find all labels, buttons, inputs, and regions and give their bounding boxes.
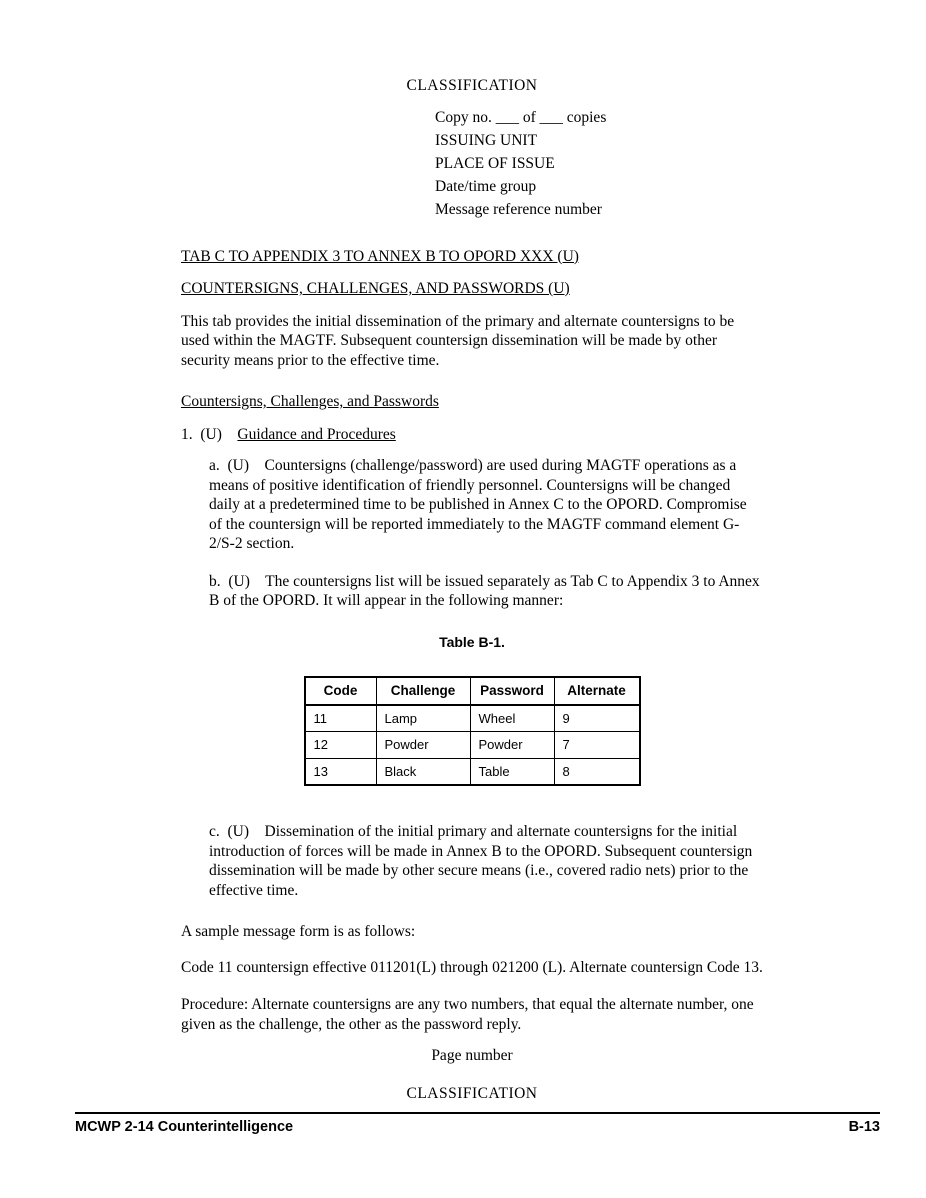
table-cell: 9 (554, 705, 640, 732)
table-header-cell: Password (470, 677, 554, 705)
paragraph-a: a. (U) Countersigns (challenge/password) are used during MAGTF operations as a means of positive identification of friendly personnel. Countersigns will be changed daily at a predetermined time to be published in Annex C to the OPORD. Compromise of the countersign will be reported immediately to the MAGTF command element G-2/S-2 section. (209, 457, 751, 552)
place-of-issue-line: PLACE OF ISSUE (435, 154, 555, 172)
table-row (305, 758, 640, 785)
copy-number-line: Copy no. ___ of ___ copies (435, 108, 607, 126)
table-cell: Black (376, 758, 470, 785)
table-cell: 11 (305, 705, 377, 732)
numbered-item-1-prefix: 1. (U) (181, 425, 238, 443)
table-cell: Powder (470, 732, 554, 759)
page-number-placeholder: Page number (431, 1047, 513, 1064)
table-row (305, 705, 640, 732)
table-header-cell: Alternate (554, 677, 640, 705)
table-cell: Lamp (376, 705, 470, 732)
table-header-cell: Code (305, 677, 377, 705)
countersigns-table (304, 676, 641, 786)
date-time-group-line: Date/time group (435, 177, 537, 195)
tab-heading: TAB C TO APPENDIX 3 TO ANNEX B TO OPORD XXX (U) (181, 247, 579, 265)
table-cell: 12 (305, 732, 377, 759)
table-cell: Table (470, 758, 554, 785)
sample-message-text: Code 11 countersign effective 011201(L) through 021200 (L). Alternate countersign Code 13. (181, 958, 763, 976)
classification-marking-bottom: CLASSIFICATION (406, 1084, 538, 1102)
table-cell: Powder (376, 732, 470, 759)
table-cell: 7 (554, 732, 640, 759)
classification-marking-top: CLASSIFICATION (406, 77, 538, 94)
page-content (181, 0, 763, 1103)
page-footer (75, 1112, 880, 1135)
sample-message-intro: A sample message form is as follows: (181, 923, 416, 940)
table-row (305, 732, 640, 759)
numbered-item-1 (181, 425, 763, 445)
intro-paragraph: This tab provides the initial dissemination of the primary and alternate countersigns to be used within the MAGTF. Subsequent countersign dissemination will be made by other security means prior to the effective time. (181, 312, 739, 369)
paragraph-b: b. (U) The countersigns list will be issued separately as Tab C to Appendix 3 to Annex B of the OPORD. It will appear in the following manner: (209, 572, 764, 609)
table-caption: Table B-1. (439, 633, 505, 650)
footer-page-id: B-13 (848, 1119, 880, 1135)
message-reference-line: Message reference number (435, 200, 602, 218)
section-heading: Countersigns, Challenges, and Passwords (181, 393, 439, 410)
footer-doc-title: MCWP 2-14 Counterintelligence (75, 1119, 294, 1135)
procedure-paragraph: Procedure: Alternate countersigns are any two numbers, that equal the alternate number, one given as the challenge, the other as the password reply. (181, 996, 758, 1033)
numbered-item-1-title: Guidance and Procedures (237, 425, 396, 443)
title-heading: COUNTERSIGNS, CHALLENGES, AND PASSWORDS (U) (181, 280, 570, 297)
paragraph-c: c. (U) Dissemination of the initial primary and alternate countersigns for the initial introduction of forces will be made in Annex B to the OPORD. Subsequent countersign dissemination will be made by other secure means (i.e., covered radio nets) prior to the effective time. (209, 823, 757, 899)
table-header-cell: Challenge (376, 677, 470, 705)
table-header-row (305, 677, 640, 705)
issuing-unit-line: ISSUING UNIT (435, 131, 538, 149)
message-header-block (435, 106, 763, 221)
table-cell: Wheel (470, 705, 554, 732)
table-cell: 8 (554, 758, 640, 785)
table-cell: 13 (305, 758, 377, 785)
